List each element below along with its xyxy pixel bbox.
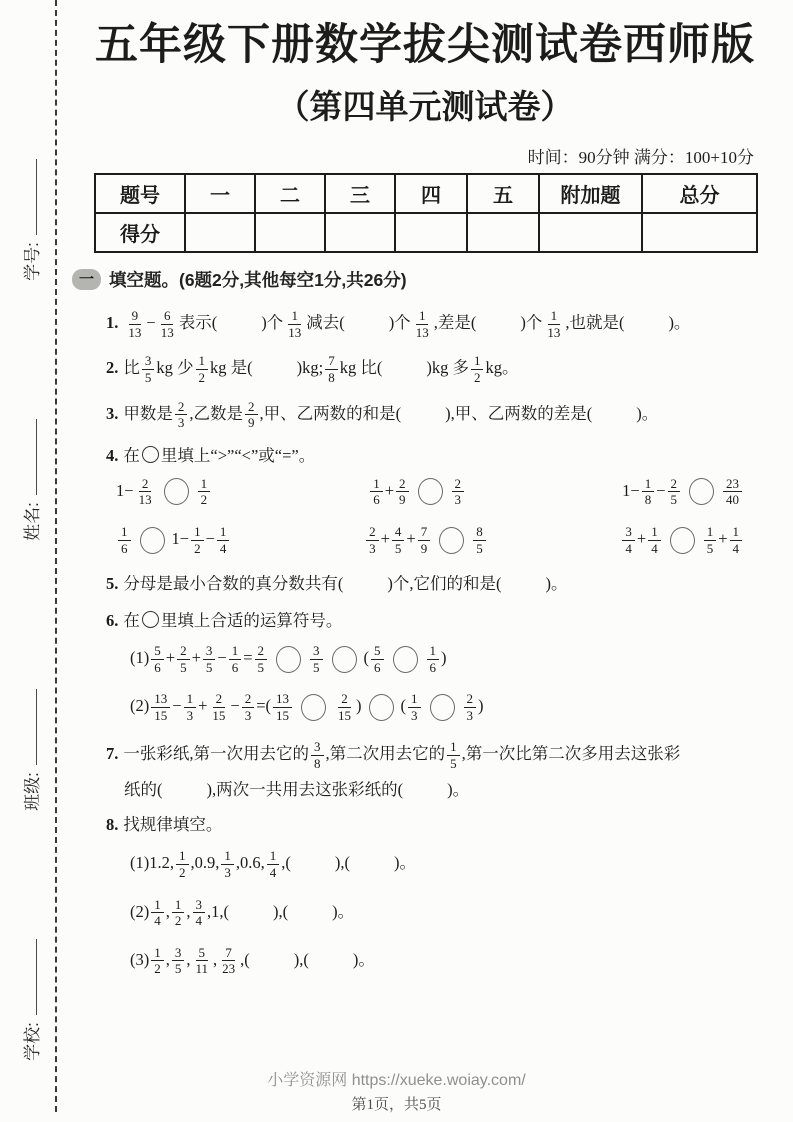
question-7 (106, 739, 758, 771)
comparison-circle (439, 527, 464, 554)
score-row-label: 得分 (95, 213, 185, 252)
question-5-text: 分母是最小合数的真分数共有( )个,它们的和是( )。 (123, 574, 568, 594)
student-id-label: 学号: (22, 242, 42, 281)
fraction: $\frac{8}{5}$ (473, 524, 486, 556)
fraction: $\frac{1}{13}$ (415, 308, 429, 340)
fraction: $\frac{2}{3}$ (464, 691, 477, 723)
fraction: $\frac{1}{4}$ (267, 848, 280, 880)
comparison-circle (332, 646, 357, 673)
score-cell (539, 213, 642, 252)
page-title: 五年级下册数学拔尖测试卷西师版 (95, 22, 755, 69)
score-cell (255, 213, 325, 252)
inline-circle-icon (142, 446, 159, 463)
question-7-text-line1: 一张彩纸,第一次用去它的 $\frac{3}{8}$ ,第二次用去它的 $\frac{1}{5}$ ,第一次比第二次多用去这张彩 (123, 739, 681, 771)
score-cell (467, 213, 539, 252)
fraction: $\frac{1}{2}$ (471, 353, 484, 385)
fraction: $\frac{2}{5}$ (177, 643, 190, 675)
fraction: $\frac{4}{5}$ (392, 524, 405, 556)
seal-field-student-id (15, 130, 45, 310)
comparison-item: $\frac{2}{3}$ + $\frac{4}{5}$ + $\frac{7}{9}$ $\frac{8}{5}$ (364, 524, 488, 556)
fraction: $\frac{13}{15}$ (151, 691, 170, 723)
score-cell (325, 213, 395, 252)
question-6 (106, 609, 758, 633)
school-label: 学校: (22, 1022, 42, 1061)
fraction: $\frac{2}{9}$ (245, 399, 258, 431)
inline-circle-icon (142, 611, 159, 628)
score-cell (395, 213, 467, 252)
fraction: $\frac{1}{3}$ (221, 848, 234, 880)
header-cell-2: 二 (255, 174, 325, 213)
header-cell-1: 一 (185, 174, 255, 213)
header-cell-total: 总分 (642, 174, 757, 213)
header-cell-question-no: 题号 (95, 174, 185, 213)
fraction: $\frac{2}{5}$ (668, 476, 681, 508)
question-7-text-line2: 纸的( ),两次一共用去这张彩纸的( )。 (124, 779, 470, 799)
school-blank-line (23, 939, 37, 1015)
fraction: $\frac{3}{4}$ (193, 897, 206, 929)
fraction: $\frac{3}{5}$ (203, 643, 216, 675)
fraction: $\frac{6}{13}$ (160, 308, 174, 340)
question-6-number: 6. (106, 611, 119, 631)
header-cell-bonus: 附加题 (539, 174, 642, 213)
header-cell-4: 四 (395, 174, 467, 213)
name-label: 姓名: (22, 502, 42, 541)
main-content (78, 20, 758, 993)
question-8-number: 8. (106, 814, 119, 834)
class-blank-line (23, 689, 37, 765)
comparison-circle (164, 478, 189, 505)
fraction: $\frac{2}{9}$ (396, 476, 409, 508)
fraction: $\frac{7}{23}$ (222, 944, 236, 977)
question-8-item-1: (1)1.2, $\frac{1}{2}$ ,0.9, $\frac{1}{3}$ ,0.6, $\frac{1}{4}$ ,( ),( )。 (130, 848, 416, 881)
fraction: $\frac{13}{15}$ (273, 691, 292, 723)
fraction: $\frac{5}{11}$ (195, 944, 209, 977)
fraction: $\frac{7}{9}$ (418, 524, 431, 556)
fraction: $\frac{1}{2}$ (172, 897, 185, 929)
question-8 (106, 813, 758, 837)
question-1-text: $\frac{9}{13}$ − $\frac{6}{13}$ 表示( )个 $\frac{1}{13}$ 减去( )个 $\frac{1}{13}$ ,差是( )个 $\frac{1}{13}$ ,也就是( )。 (123, 313, 690, 332)
fraction: $\frac{1}{3}$ (408, 691, 421, 723)
question-3-number: 3. (106, 403, 119, 423)
fraction: $\frac{1}{5}$ (447, 739, 460, 771)
fraction: $\frac{1}{4}$ (730, 524, 743, 556)
question-2-text: 比 $\frac{3}{5}$ kg 少 $\frac{1}{2}$ kg 是( )kg; $\frac{7}{8}$ kg 比( )kg 多 $\frac{1}{2}$ kg。 (123, 353, 519, 386)
comparison-item: $\frac{3}{4}$ + $\frac{1}{4}$ $\frac{1}{5}$ + $\frac{1}{4}$ (620, 524, 744, 556)
comparison-circle (689, 478, 714, 505)
page-footer (0, 1067, 793, 1114)
fraction: $\frac{5}{6}$ (151, 643, 164, 675)
seal-field-school (15, 910, 45, 1090)
question-6-text: 在 里填上合适的运算符号。 (123, 611, 343, 631)
comparison-circle (418, 478, 443, 505)
fraction: $\frac{23}{40}$ (723, 476, 742, 508)
comparison-circle (670, 527, 695, 554)
fraction: $\frac{3}{4}$ (622, 524, 635, 556)
question-2 (106, 353, 758, 385)
question-4-text: 在 里填上“>”“<”或“=”。 (123, 445, 316, 465)
comparison-circle (430, 694, 455, 721)
section-title: 填空题。(6题2分,其他每空1分,共26分) (109, 270, 407, 291)
comparison-item: $\frac{1}{6}$ 1− $\frac{1}{2}$ − $\frac{1}{4}$ (116, 524, 231, 556)
fraction: $\frac{3}{5}$ (310, 643, 323, 675)
question-4-number: 4. (106, 445, 119, 465)
class-label: 班级: (22, 772, 42, 811)
header-cell-3: 三 (325, 174, 395, 213)
score-table-header-row (95, 174, 757, 213)
name-blank-line (23, 419, 37, 495)
comparison-row-2 (116, 524, 744, 556)
question-8-text: 找规律填空。 (123, 814, 223, 834)
fraction: $\frac{1}{6}$ (118, 524, 131, 556)
question-1 (106, 308, 758, 340)
section-marker-badge: 一 (72, 269, 101, 290)
fraction: $\frac{1}{2}$ (196, 353, 209, 385)
page-subtitle: （第四单元测试卷） (276, 90, 574, 127)
footer-page-number: 第1页，共5页 (351, 1097, 442, 1113)
seal-field-name (15, 390, 45, 570)
header-cell-5: 五 (467, 174, 539, 213)
comparison-circle (301, 694, 326, 721)
score-table (94, 173, 758, 253)
fraction: $\frac{1}{4}$ (648, 524, 661, 556)
seal-dashed-line (55, 0, 57, 1112)
question-3-text: 甲数是 $\frac{2}{3}$ ,乙数是 $\frac{2}{9}$ ,甲、乙两数的和是( ),甲、乙两数的差是( )。 (123, 398, 659, 431)
fraction: $\frac{2}{3}$ (242, 691, 255, 723)
fraction: $\frac{2}{3}$ (366, 524, 379, 556)
question-6-item-1: (1) $\frac{5}{6}$ + $\frac{2}{5}$ + $\frac{3}{5}$ − $\frac{1}{6}$ = $\frac{2}{5}$ $\frac{3}{5}$ ( $\frac{5}{6}$ $\frac{1}{6}$ ) (130, 643, 447, 675)
exam-info: 时间：90分钟 满分：100+10分 (527, 148, 754, 168)
score-cell (642, 213, 757, 252)
comparison-item: 1− $\frac{1}{8}$ − $\frac{2}{5}$ $\frac{23}{40}$ (622, 476, 744, 508)
comparison-circle (140, 527, 165, 554)
fraction: $\frac{1}{6}$ (229, 643, 242, 675)
comparison-circle (393, 646, 418, 673)
question-8-item-2: (2) $\frac{1}{4}$ , $\frac{1}{2}$ , $\frac{3}{4}$ ,1,( ),( )。 (130, 896, 355, 929)
question-5-number: 5. (106, 574, 119, 594)
question-2-number: 2. (106, 358, 119, 378)
question-1-number: 1. (106, 313, 119, 333)
question-7-number: 7. (106, 744, 119, 764)
question-4 (106, 444, 758, 468)
fraction: $\frac{1}{13}$ (547, 308, 561, 340)
score-table-score-row (95, 213, 757, 252)
fraction: $\frac{1}{5}$ (704, 524, 717, 556)
comparison-circle (369, 694, 394, 721)
fraction: $\frac{1}{8}$ (642, 476, 655, 508)
fraction: $\frac{1}{4}$ (217, 524, 230, 556)
question-6-item-2: (2) $\frac{13}{15}$ − $\frac{1}{3}$ + $\frac{2}{15}$ − $\frac{2}{3}$ =( $\frac{13}{15}$ $\frac{2}{15}$ ) ( $\frac{1}{3}$ $\frac{2}{3}$ ) (130, 691, 484, 723)
fraction: $\frac{7}{8}$ (325, 353, 338, 385)
fraction: $\frac{1}{4}$ (151, 897, 164, 929)
comparison-circle (276, 646, 301, 673)
fraction: $\frac{2}{3}$ (452, 476, 465, 508)
fraction: $\frac{3}{5}$ (172, 945, 185, 977)
comparison-row-1 (116, 476, 744, 508)
section-1-header (72, 267, 758, 292)
comparison-item: 1− $\frac{2}{13}$ $\frac{1}{2}$ (116, 476, 212, 508)
fraction: $\frac{9}{13}$ (128, 308, 142, 340)
fraction: $\frac{2}{15}$ (338, 691, 351, 723)
fraction: $\frac{1}{2}$ (176, 848, 189, 880)
fraction: $\frac{3}{5}$ (142, 353, 155, 385)
score-cell (185, 213, 255, 252)
fraction: $\frac{1}{2}$ (191, 524, 204, 556)
comparison-item: $\frac{1}{6}$ + $\frac{2}{9}$ $\frac{2}{3}$ (368, 476, 466, 508)
fraction: $\frac{2}{3}$ (175, 399, 188, 431)
question-8-item-3: (3) $\frac{1}{2}$ , $\frac{3}{5}$ , $\frac{5}{11}$ , $\frac{7}{23}$ ,( ),( )。 (130, 944, 375, 977)
fraction: $\frac{5}{6}$ (371, 643, 384, 675)
fraction: $\frac{1}{3}$ (184, 691, 197, 723)
fraction: $\frac{1}{2}$ (151, 945, 164, 977)
fraction: $\frac{3}{8}$ (311, 739, 324, 771)
fraction: $\frac{1}{6}$ (370, 476, 383, 508)
fraction: $\frac{2}{13}$ (138, 475, 152, 508)
fraction: $\frac{1}{13}$ (288, 308, 302, 340)
fraction: $\frac{1}{2}$ (198, 476, 211, 508)
footer-site-url: 小学资源网 https://xueke.woiay.com/ (267, 1072, 526, 1089)
student-id-blank-line (23, 159, 37, 235)
fraction: $\frac{1}{6}$ (427, 643, 440, 675)
question-5 (106, 572, 758, 596)
question-3 (106, 399, 758, 431)
fraction: $\frac{2}{15}$ (212, 691, 226, 723)
seal-field-class (15, 660, 45, 840)
fraction: $\frac{2}{5}$ (255, 643, 268, 675)
